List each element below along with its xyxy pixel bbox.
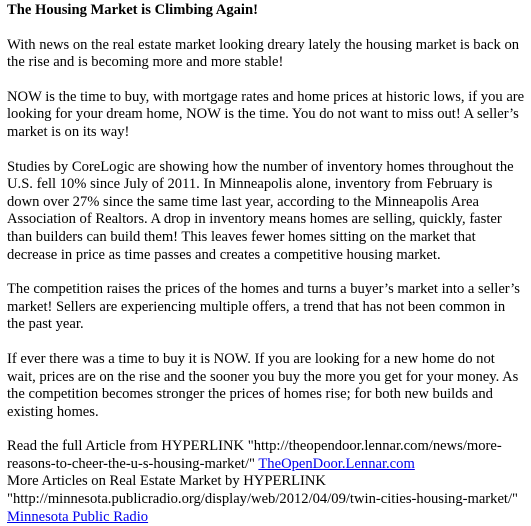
- opendoor-link[interactable]: TheOpenDoor.Lennar.com: [258, 455, 415, 472]
- paragraph-competition: The competition raises the prices of the homes and turns a buyer’s market into a seller’s market! Sellers are experiencing multiple offers, a trend that has not been common in the past year.: [7, 281, 520, 333]
- paragraph-intro: With news on the real estate market looking dreary lately the housing market is back on the rise and is becoming more and more stable!: [7, 36, 520, 71]
- sources-block: [7, 438, 525, 526]
- paragraph-corelogic-studies: Studies by CoreLogic are showing how the number of inventory homes throughout the U.S. fell 10% since July of 2011. In Minneapolis alone, inventory from February is down over 27% since the same time last year, according to the Minneapolis Area Association of Realtors. A drop in inventory means homes are selling, quickly, faster than builders can build them! This leaves fewer homes sitting on the market that decrease in price as time passes and creates a competitive housing market.: [7, 158, 514, 263]
- paragraph-now-is-the-time: NOW is the time to buy, with mortgage rates and home prices at historic lows, if you are looking for your dream home, NOW is the time. You do not want to miss out! A seller’s market is on its way!: [7, 88, 525, 140]
- article-title: The Housing Market is Climbing Again!: [7, 2, 258, 18]
- minnesota-public-radio-link[interactable]: Minnesota Public Radio: [7, 508, 149, 525]
- source-line-opendoor: [7, 438, 525, 473]
- source-line-opendoor-text: Read the full Article from HYPERLINK "http://theopendoor.lennar.com/news/more-reasons-to-cheer-the-u-s-housing-market/": [7, 438, 502, 472]
- source-line-mpr: [7, 473, 525, 526]
- paragraph-buy-now: If ever there was a time to buy it is NOW. If you are looking for a new home do not wait, prices are on the rise and the sooner you buy the more you get for your money. As the competition becomes stronger the prices of homes rise; for both new builds and existing homes.: [7, 350, 519, 420]
- source-line-mpr-text: More Articles on Real Estate Market by HYPERLINK "http://minnesota.publicradio.org/display/web/2012/04/09/twin-cities-housing-market/": [7, 473, 519, 508]
